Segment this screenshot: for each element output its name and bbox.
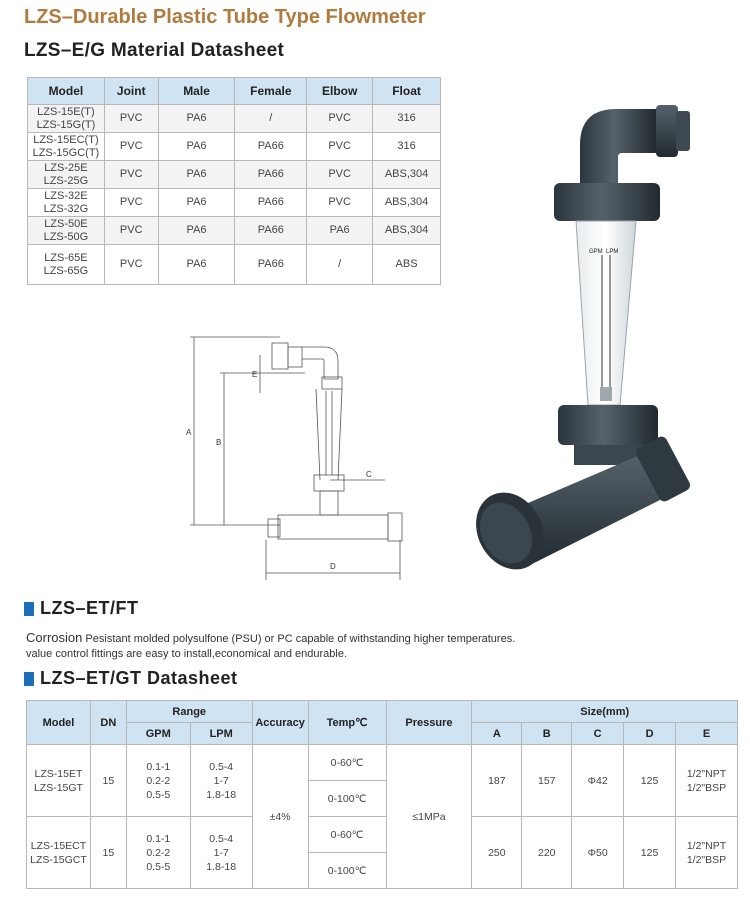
joint-cell: PVC <box>104 189 158 217</box>
col-e: E <box>676 723 738 745</box>
col-model: Model <box>28 78 105 105</box>
joint-cell: PVC <box>104 245 158 285</box>
temp-cell: 0-100℃ <box>308 781 386 817</box>
gpm-cell: 0.1-1 0.2-2 0.5-5 <box>126 817 190 889</box>
elbow-cell: PVC <box>307 105 373 133</box>
dn-cell: 15 <box>90 745 126 817</box>
table-row <box>27 817 738 853</box>
accuracy-cell: ±4% <box>252 745 308 889</box>
section-marker <box>24 602 34 616</box>
joint-cell: PVC <box>104 217 158 245</box>
col-pressure: Pressure <box>386 701 472 745</box>
female-cell: PA66 <box>235 217 307 245</box>
male-cell: PA6 <box>158 189 235 217</box>
col-accuracy: Accuracy <box>252 701 308 745</box>
size-c-cell: Φ42 <box>572 745 624 817</box>
female-cell: / <box>235 105 307 133</box>
joint-cell: PVC <box>104 161 158 189</box>
elbow-cell: / <box>307 245 373 285</box>
col-dn: DN <box>90 701 126 745</box>
joint-cell: PVC <box>104 105 158 133</box>
material-header-row <box>28 78 441 105</box>
scale-gpm-label: GPM <box>589 249 603 255</box>
float-cell: 316 <box>373 105 441 133</box>
male-cell: PA6 <box>158 161 235 189</box>
material-heading: LZS–E/G Material Datasheet <box>24 40 285 61</box>
elbow-cell: PVC <box>307 161 373 189</box>
table-row <box>28 189 441 217</box>
dim-label-a: A <box>186 428 192 437</box>
dim-label-b: B <box>216 438 222 447</box>
col-elbow: Elbow <box>307 78 373 105</box>
section-marker <box>24 672 34 686</box>
dim-label-e: E <box>252 370 258 379</box>
pressure-cell: ≤1MPa <box>386 745 472 889</box>
elbow-cell: PA6 <box>307 217 373 245</box>
temp-cell: 0-60℃ <box>308 817 386 853</box>
male-cell: PA6 <box>158 245 235 285</box>
size-b-cell: 157 <box>522 745 572 817</box>
size-c-cell: Φ50 <box>572 817 624 889</box>
male-cell: PA6 <box>158 105 235 133</box>
col-temp: Temp℃ <box>308 701 386 745</box>
col-b: B <box>522 723 572 745</box>
col-range: Range <box>126 701 252 723</box>
size-e-cell: 1/2"NPT 1/2"BSP <box>676 817 738 889</box>
table-row <box>27 745 738 781</box>
size-b-cell: 220 <box>522 817 572 889</box>
model-cell: LZS-15EC(T) LZS-15GC(T) <box>28 133 105 161</box>
size-d-cell: 125 <box>624 817 676 889</box>
elbow-cell: PVC <box>307 189 373 217</box>
page-title: LZS–Durable Plastic Tube Type Flowmeter <box>24 6 426 28</box>
table-row <box>28 217 441 245</box>
gpm-cell: 0.1-1 0.2-2 0.5-5 <box>126 745 190 817</box>
col-male: Male <box>158 78 235 105</box>
model-cell: LZS-50E LZS-50G <box>28 217 105 245</box>
material-table <box>27 77 441 285</box>
male-cell: PA6 <box>158 217 235 245</box>
float-cell: ABS,304 <box>373 189 441 217</box>
col-model: Model <box>27 701 91 745</box>
lpm-cell: 0.5-4 1-7 1.8-18 <box>190 745 252 817</box>
lpm-cell: 0.5-4 1-7 1.8-18 <box>190 817 252 889</box>
flowmeter-illustration <box>470 95 710 585</box>
float-cell: ABS <box>373 245 441 285</box>
model-cell: LZS-65E LZS-65G <box>28 245 105 285</box>
size-a-cell: 250 <box>472 817 522 889</box>
female-cell: PA66 <box>235 189 307 217</box>
col-gpm: GPM <box>126 723 190 745</box>
float-cell: ABS,304 <box>373 161 441 189</box>
model-cell: LZS-15ET LZS-15GT <box>27 745 91 817</box>
col-c: C <box>572 723 624 745</box>
male-cell: PA6 <box>158 133 235 161</box>
temp-cell: 0-60℃ <box>308 745 386 781</box>
col-joint: Joint <box>104 78 158 105</box>
et-ft-description: Corrosion Pesistant molded polysulfone (PSU) or PC capable of withstanding higher temperatures. value control fittings are easy to install,economical and endurable. <box>26 630 516 660</box>
size-a-cell: 187 <box>472 745 522 817</box>
col-d: D <box>624 723 676 745</box>
table-row <box>28 245 441 285</box>
dim-label-c: C <box>366 470 372 479</box>
col-float: Float <box>373 78 441 105</box>
header-row <box>27 701 738 723</box>
col-lpm: LPM <box>190 723 252 745</box>
et-gt-table <box>26 700 738 889</box>
size-d-cell: 125 <box>624 745 676 817</box>
col-size: Size(mm) <box>472 701 738 723</box>
joint-cell: PVC <box>104 133 158 161</box>
dn-cell: 15 <box>90 817 126 889</box>
female-cell: PA66 <box>235 161 307 189</box>
col-a: A <box>472 723 522 745</box>
table-row <box>28 133 441 161</box>
col-female: Female <box>235 78 307 105</box>
female-cell: PA66 <box>235 245 307 285</box>
size-e-cell: 1/2"NPT 1/2"BSP <box>676 745 738 817</box>
et-ft-heading: LZS–ET/FT <box>24 598 139 619</box>
float-cell: 316 <box>373 133 441 161</box>
dim-label-d: D <box>330 562 336 571</box>
model-cell: LZS-15ECT LZS-15GCT <box>27 817 91 889</box>
scale-lpm-label: LPM <box>606 249 619 255</box>
float-cell: ABS,304 <box>373 217 441 245</box>
elbow-cell: PVC <box>307 133 373 161</box>
female-cell: PA66 <box>235 133 307 161</box>
table-row <box>28 105 441 133</box>
temp-cell: 0-100℃ <box>308 853 386 889</box>
table-row <box>28 161 441 189</box>
et-gt-heading: LZS–ET/GT Datasheet <box>24 668 238 689</box>
dimension-drawing <box>180 325 420 585</box>
model-cell: LZS-25E LZS-25G <box>28 161 105 189</box>
model-cell: LZS-32E LZS-32G <box>28 189 105 217</box>
model-cell: LZS-15E(T) LZS-15G(T) <box>28 105 105 133</box>
